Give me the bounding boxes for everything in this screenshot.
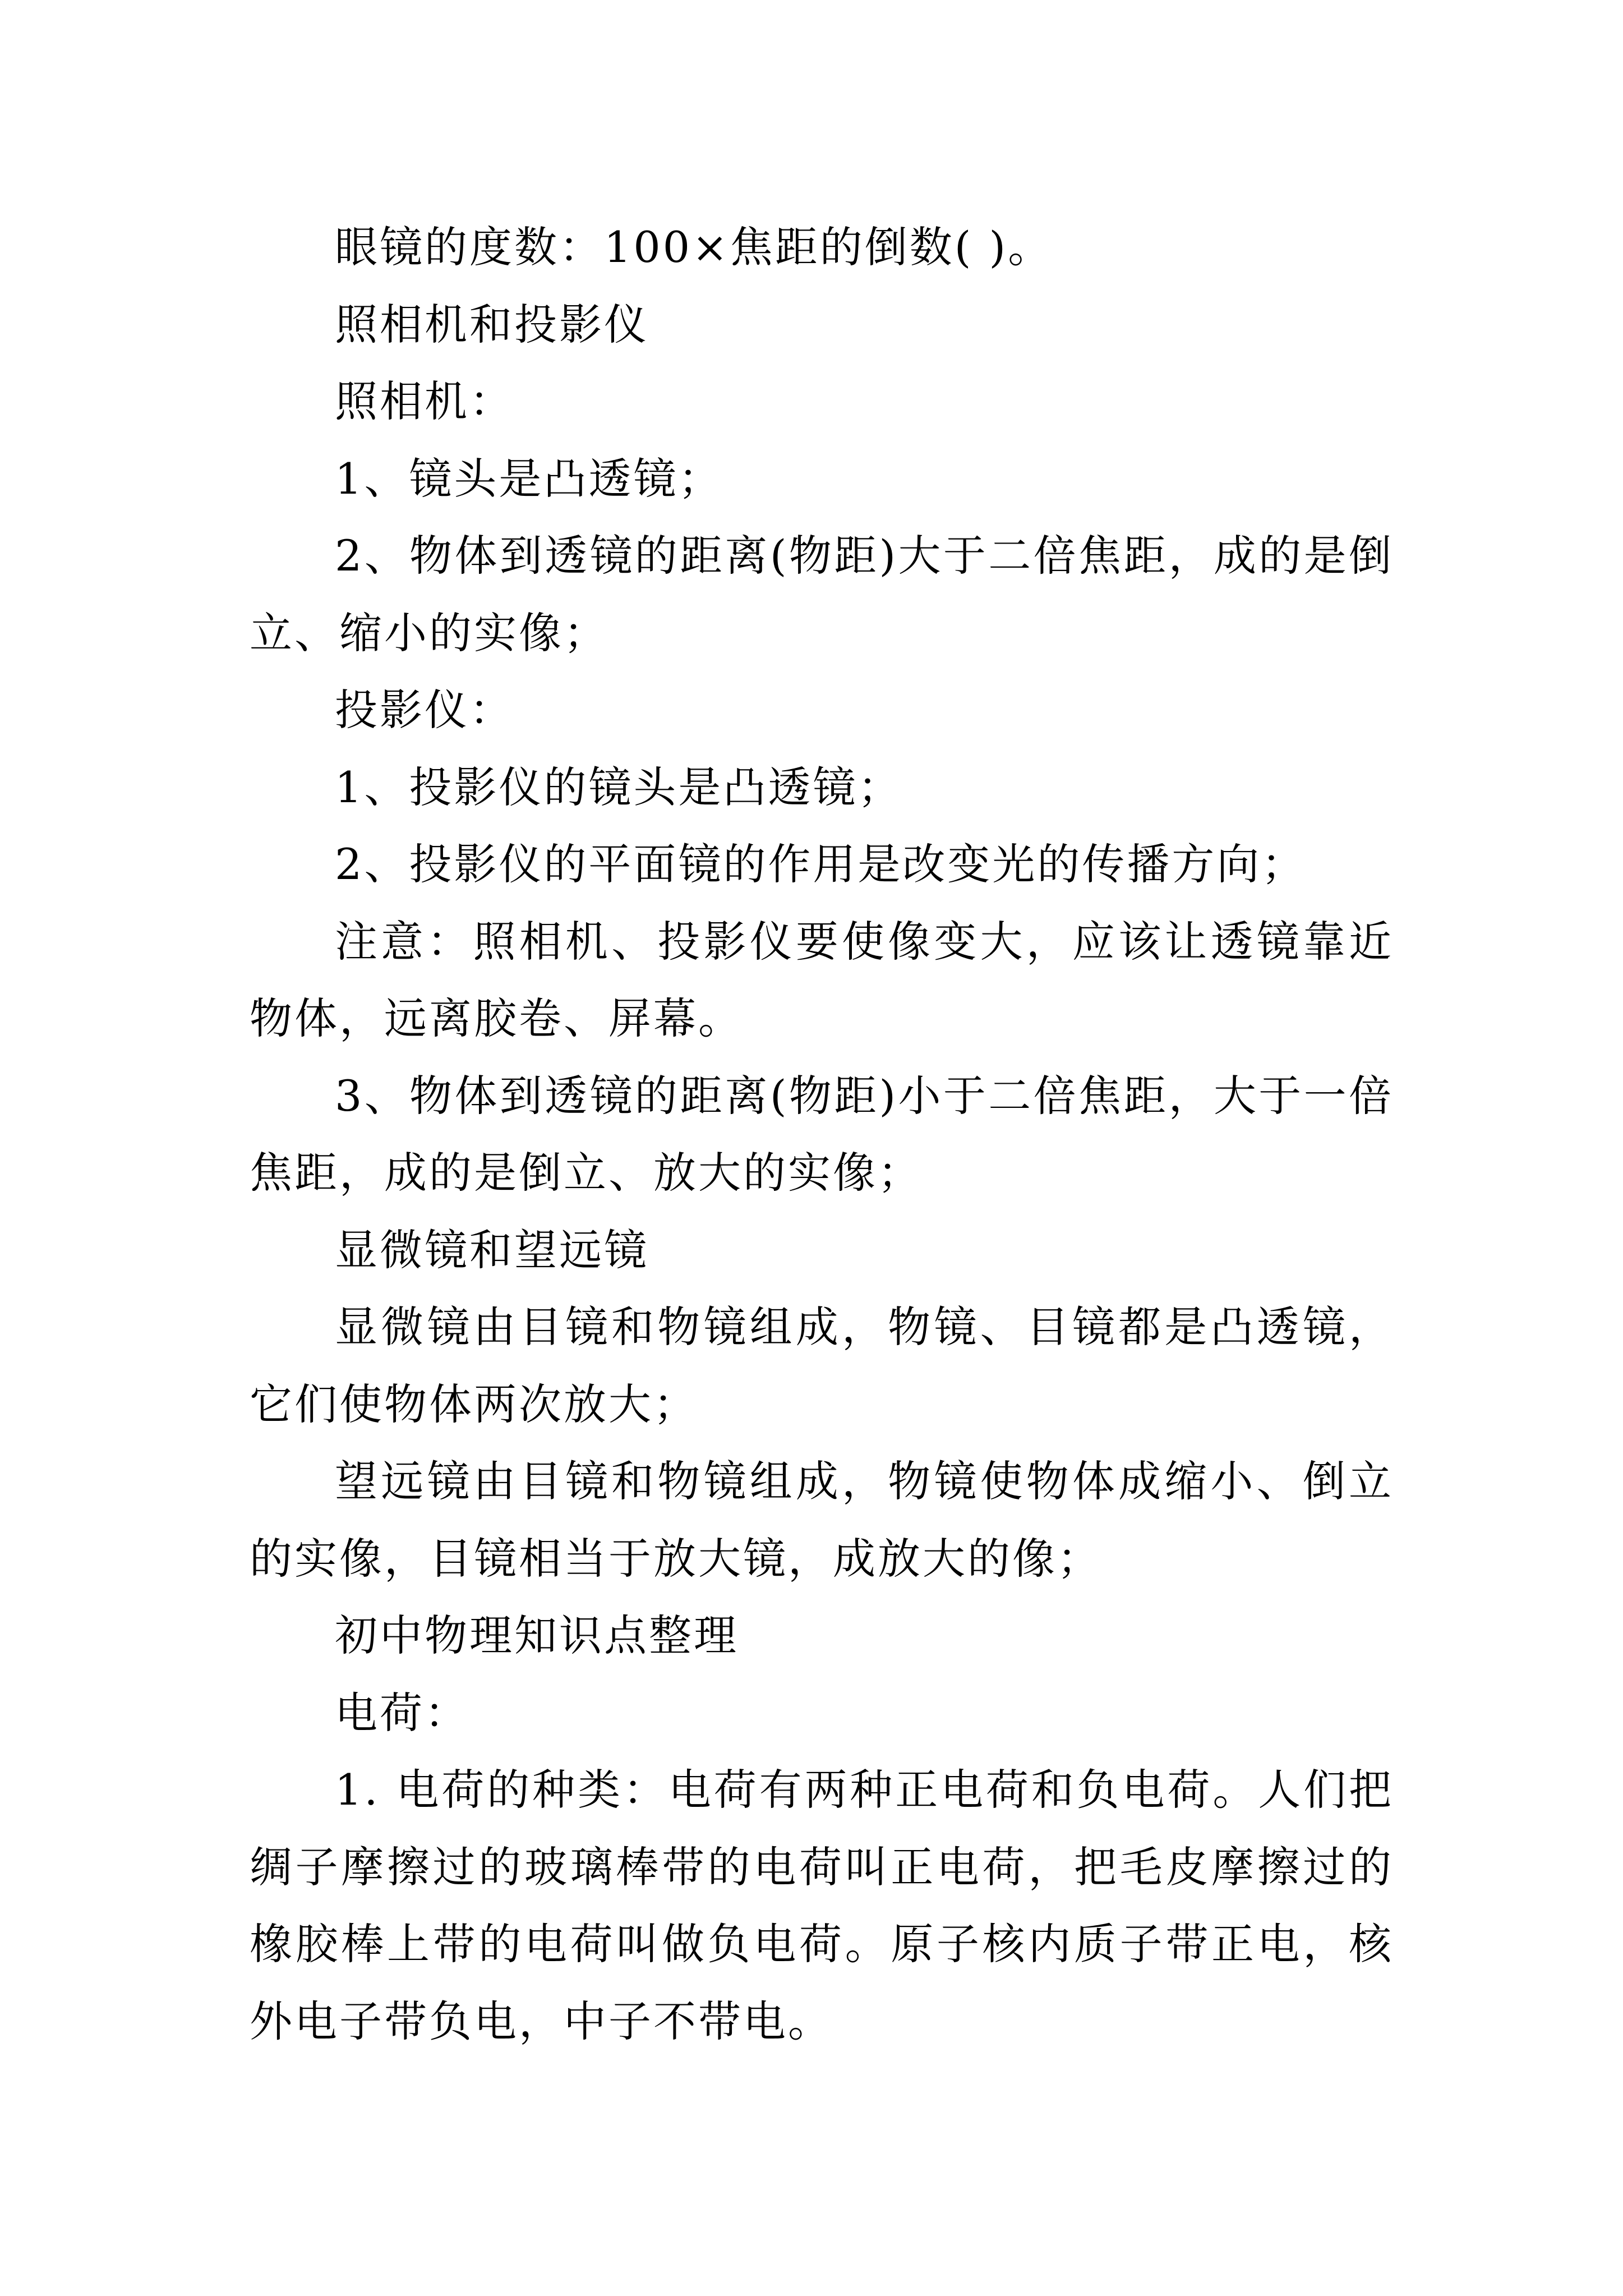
paragraph-projector-2: 2、投影仪的平面镜的作用是改变光的传播方向； [335,839,1307,889]
heading-projector: 投影仪： [335,685,514,735]
heading-microscope-telescope: 显微镜和望远镜 [335,1225,649,1275]
paragraph-lens-power: 眼镜的度数：100×焦距的倒数( )。 [335,222,1053,272]
heading-charge: 电荷： [335,1687,469,1738]
document-body [250,209,1394,2060]
heading-camera: 照相机： [335,376,514,426]
paragraph-telescope: 望远镜由目镜和物镜组成，物镜使物体成缩小、倒立的实像，目镜相当于放大镜，成放大的像； [250,1456,1394,1584]
paragraph-projector-3: 3、物体到透镜的距离(物距)小于二倍焦距，大于一倍焦距，成的是倒立、放大的实像； [250,1070,1394,1198]
paragraph-microscope: 显微镜由目镜和物镜组成，物镜、目镜都是凸透镜，它们使物体两次放大； [250,1302,1394,1429]
heading-physics-notes: 初中物理知识点整理 [335,1611,739,1660]
paragraph-projector-1: 1、投影仪的镜头是凸透镜； [335,762,903,812]
heading-camera-and-projector: 照相机和投影仪 [335,299,649,349]
paragraph-camera-2: 2、物体到透镜的距离(物距)大于二倍焦距，成的是倒立、缩小的实像； [250,531,1394,658]
paragraph-note: 注意：照相机、投影仪要使像变大，应该让透镜靠近物体，远离胶卷、屏幕。 [250,916,1394,1043]
paragraph-camera-1: 1、镜头是凸透镜； [335,453,723,504]
paragraph-charge-types: 1. 电荷的种类：电荷有两种正电荷和负电荷。人们把绸子摩擦过的玻璃棒带的电荷叫正电荷，把毛皮摩擦过的橡胶棒上带的电荷叫做负电荷。原子核内质子带正电，核外电子带负电，中子不带电。 [250,1765,1394,2046]
